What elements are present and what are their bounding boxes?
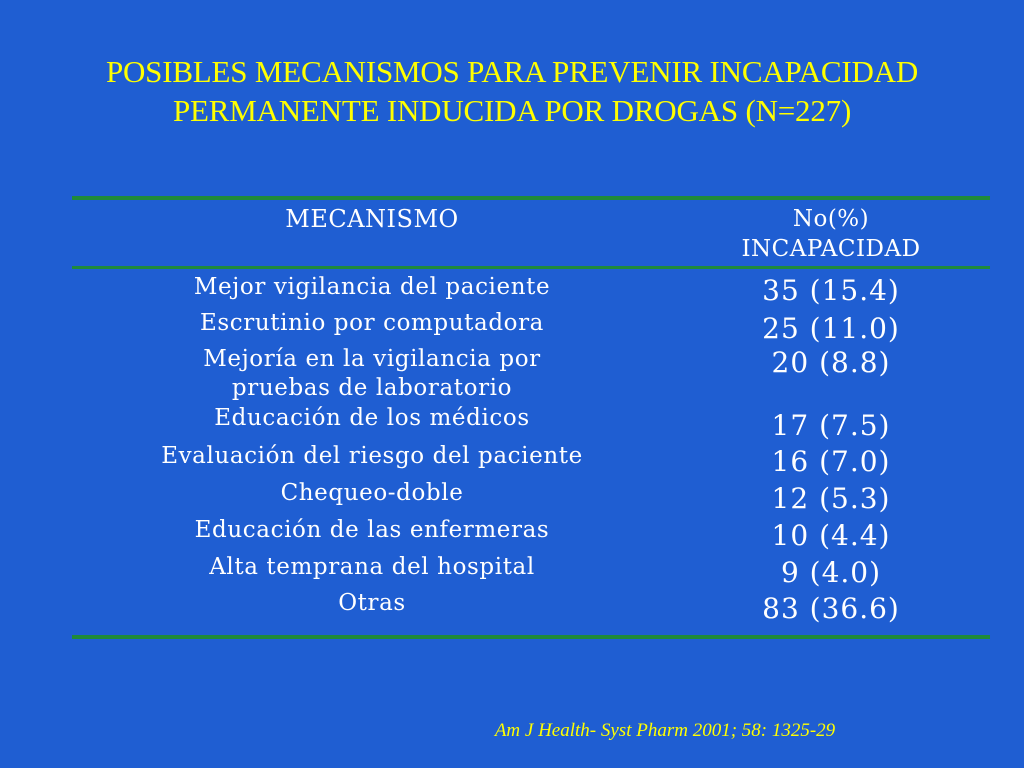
slide-title bbox=[40, 52, 984, 130]
row-label: Educación de los médicos bbox=[214, 405, 530, 431]
row-value: 83 (36.6) bbox=[762, 592, 900, 625]
mechanisms-table bbox=[72, 196, 990, 639]
table-body bbox=[72, 269, 990, 635]
header-mechanism: MECANISMO bbox=[285, 205, 459, 233]
row-value: 16 (7.0) bbox=[771, 445, 891, 478]
row-label-continued: pruebas de laboratorio bbox=[231, 375, 513, 401]
header-count bbox=[672, 200, 990, 266]
title-line-1: POSIBLES MECANISMOS PARA PREVENIR INCAPACIDAD bbox=[105, 54, 919, 89]
header-count-line-1: No(%) bbox=[792, 206, 870, 232]
row-label: Otras bbox=[338, 590, 406, 616]
row-label: Alta temprana del hospital bbox=[209, 554, 535, 580]
row-value: 25 (11.0) bbox=[762, 312, 900, 345]
table-header bbox=[72, 200, 990, 266]
row-value: 20 (8.8) bbox=[771, 346, 891, 379]
row-value: 10 (4.4) bbox=[771, 519, 891, 552]
citation: Am J Health- Syst Pharm 2001; 58: 1325-29 bbox=[494, 720, 836, 741]
table-bottom-rule bbox=[72, 635, 990, 639]
row-label: Mejor vigilancia del paciente bbox=[193, 274, 551, 300]
row-value: 35 (15.4) bbox=[762, 274, 900, 307]
row-label: Educación de las enfermeras bbox=[194, 517, 550, 543]
row-label: Chequeo-doble bbox=[280, 480, 464, 506]
header-count-line-2: INCAPACIDAD bbox=[741, 236, 921, 262]
row-value: 9 (4.0) bbox=[780, 556, 882, 589]
row-label: Escrutinio por computadora bbox=[200, 310, 544, 336]
title-line-2: PERMANENTE INDUCIDA POR DROGAS (N=227) bbox=[172, 93, 852, 128]
row-value: 12 (5.3) bbox=[771, 482, 891, 515]
row-label: Evaluación del riesgo del paciente bbox=[161, 443, 583, 469]
row-label: Mejoría en la vigilancia por bbox=[203, 346, 541, 372]
row-value: 17 (7.5) bbox=[771, 409, 891, 442]
